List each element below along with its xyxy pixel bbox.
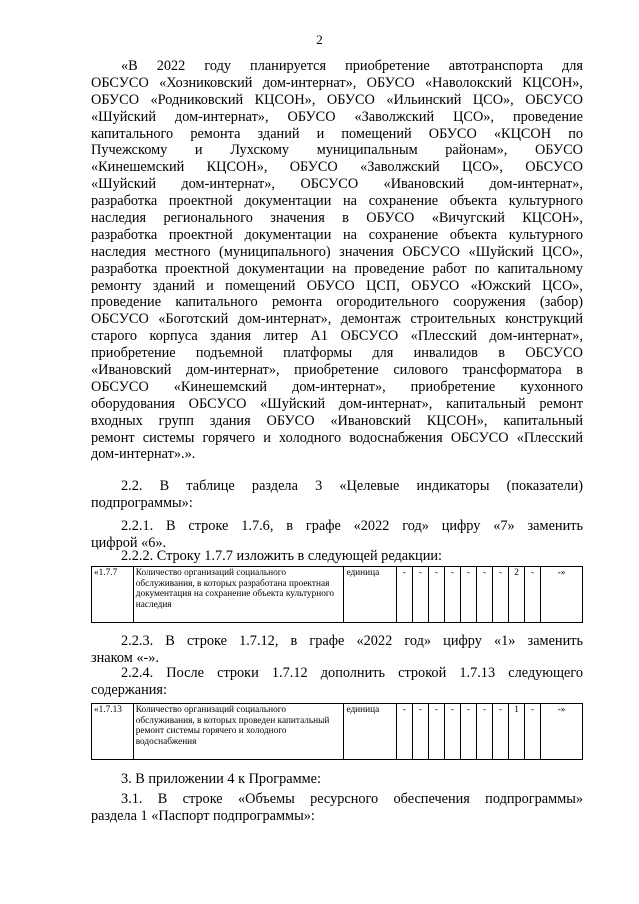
value-cell: - xyxy=(396,704,412,760)
text-line: 3. В приложении 4 к Программе: xyxy=(121,771,321,787)
value-cell-last: -» xyxy=(541,567,583,623)
unit-cell: единица xyxy=(344,567,396,623)
text-line: «Ивановский дом-интернат», приобретение силового трансформатора в xyxy=(91,362,583,379)
text-line: дом-интернат».». xyxy=(91,446,196,463)
text-line: подпрограммы»: xyxy=(91,494,193,511)
text-line: капитального ремонта зданий и помещений ОБУСО «КЦСОН по xyxy=(91,125,583,142)
text-line: «В 2022 году планируется приобретение автотранспорта для xyxy=(121,58,583,74)
value-cell-last: -» xyxy=(541,704,583,760)
text-line: входных групп здания ОБУСО «Ивановский КЦСОН», капитальный xyxy=(91,412,583,429)
text-line: 2.2. В таблице раздела 3 «Целевые индикаторы (показатели) xyxy=(121,478,583,494)
text-line: 2.2.1. В строке 1.7.6, в графе «2022 год» цифру «7» заменить xyxy=(121,518,583,534)
text-line: наследия местного (муниципального) значения ОБСУСО «Шуйский ЦСО», xyxy=(91,243,583,260)
text-line: 2.2.3. В строке 1.7.12, в графе «2022 год» цифру «1» заменить xyxy=(121,633,583,649)
text-line: ОБУСО «Родниковский КЦСОН», ОБУСО «Ильинский ЦСО», ОБСУСО xyxy=(91,91,583,108)
paragraph-2-2-3 xyxy=(91,633,583,667)
unit-cell: единица xyxy=(344,704,396,760)
text-line: ОБСУСО «Боготский дом-интернат», демонтаж строительных конструкций xyxy=(91,311,583,328)
row-number: «1.7.13 xyxy=(92,704,134,760)
paragraph-3-1 xyxy=(91,791,583,825)
table-row xyxy=(92,567,583,623)
text-line: раздела 1 «Паспорт подпрограммы»: xyxy=(91,807,315,824)
text-line: ремонт системы горячего и холодного водоснабжения ОБСУСО «Плесский xyxy=(91,429,583,446)
row-number: «1.7.7 xyxy=(92,567,134,623)
text-line: 2.2.2. Строку 1.7.7 изложить в следующей редакции: xyxy=(121,548,442,564)
indicator-table-2 xyxy=(91,703,583,760)
text-line: 3.1. В строке «Объемы ресурсного обеспечения подпрограммы» xyxy=(121,791,583,807)
value-cell: - xyxy=(412,567,428,623)
value-cell: - xyxy=(460,704,476,760)
text-line: разработка проектной документации на сохранение объекта культурного xyxy=(91,193,583,210)
paragraph-1 xyxy=(91,58,583,463)
value-cell: - xyxy=(444,567,460,623)
text-line: оборудования ОБСУСО «Шуйский дом-интернат», капитальный ремонт xyxy=(91,395,583,412)
text-line: проведение капитального ремонта огородительного сооружения (забор) xyxy=(91,294,583,311)
value-cell: - xyxy=(477,704,493,760)
value-cell: - xyxy=(396,567,412,623)
text-line: наследия регионального значения в ОБУСО «Вичугский КЦСОН», xyxy=(91,210,583,227)
value-cell: - xyxy=(477,567,493,623)
indicator-name: Количество организаций социального обслуживания, в которых разработана проектная документация на сохранение объекта культурного наследия xyxy=(133,567,344,623)
value-cell: - xyxy=(493,704,509,760)
indicator-name: Количество организаций социального обслуживания, в которых проведен капитальный ремонт системы горячего и холодного водоснабжения xyxy=(133,704,344,760)
value-cell: 1 xyxy=(509,704,525,760)
value-cell: - xyxy=(493,567,509,623)
text-line: «Шуйский дом-интернат», ОБУСО «Заволжский ЦСО», проведение xyxy=(91,108,583,125)
paragraph-2-2-4 xyxy=(91,665,583,699)
value-cell: 2 xyxy=(509,567,525,623)
indicator-table-1 xyxy=(91,566,583,623)
value-cell: - xyxy=(460,567,476,623)
text-line: старого корпуса здания литер А1 ОБСУСО «Плесский дом-интернат», xyxy=(91,328,583,345)
value-cell: - xyxy=(444,704,460,760)
text-line: знаком «-». xyxy=(91,649,159,666)
text-line: Пучежскому и Лухскому муниципальным районам», ОБУСО xyxy=(91,142,583,159)
value-cell: - xyxy=(428,704,444,760)
text-line: приобретение подъемной платформы для инвалидов в ОБСУСО xyxy=(91,345,583,362)
text-line: цифрой «6». xyxy=(91,534,167,551)
paragraph-2-2-2 xyxy=(91,548,583,565)
value-cell: - xyxy=(428,567,444,623)
text-line: содержания: xyxy=(91,681,167,698)
value-cell: - xyxy=(525,704,541,760)
text-line: 2.2.4. После строки 1.7.12 дополнить строкой 1.7.13 следующего xyxy=(121,665,583,681)
text-line: ОБСУСО «Кинешемский дом-интернат», приобретение кухонного xyxy=(91,378,583,395)
value-cell: - xyxy=(525,567,541,623)
paragraph-3 xyxy=(91,771,583,788)
table-row xyxy=(92,704,583,760)
text-line: ОБСУСО «Хозниковский дом-интернат», ОБУСО «Наволокский КЦСОН», xyxy=(91,74,583,91)
text-line: ремонту зданий и помещений ОБУСО ЦСП, ОБУСО «Южский ЦСО», xyxy=(91,277,583,294)
text-line: разработка проектной документации на проведение работ по капитальному xyxy=(91,260,583,277)
text-line: «Шуйский дом-интернат», ОБСУСО «Ивановский дом-интернат», xyxy=(91,176,583,193)
text-line: «Кинешемский КЦСОН», ОБУСО «Заволжский ЦСО», ОБСУСО xyxy=(91,159,583,176)
paragraph-2-2-1 xyxy=(91,518,583,552)
text-line: разработка проектной документации на сохранение объекта культурного xyxy=(91,226,583,243)
paragraph-2-2 xyxy=(91,478,583,512)
page-number: 2 xyxy=(316,32,323,47)
value-cell: - xyxy=(412,704,428,760)
